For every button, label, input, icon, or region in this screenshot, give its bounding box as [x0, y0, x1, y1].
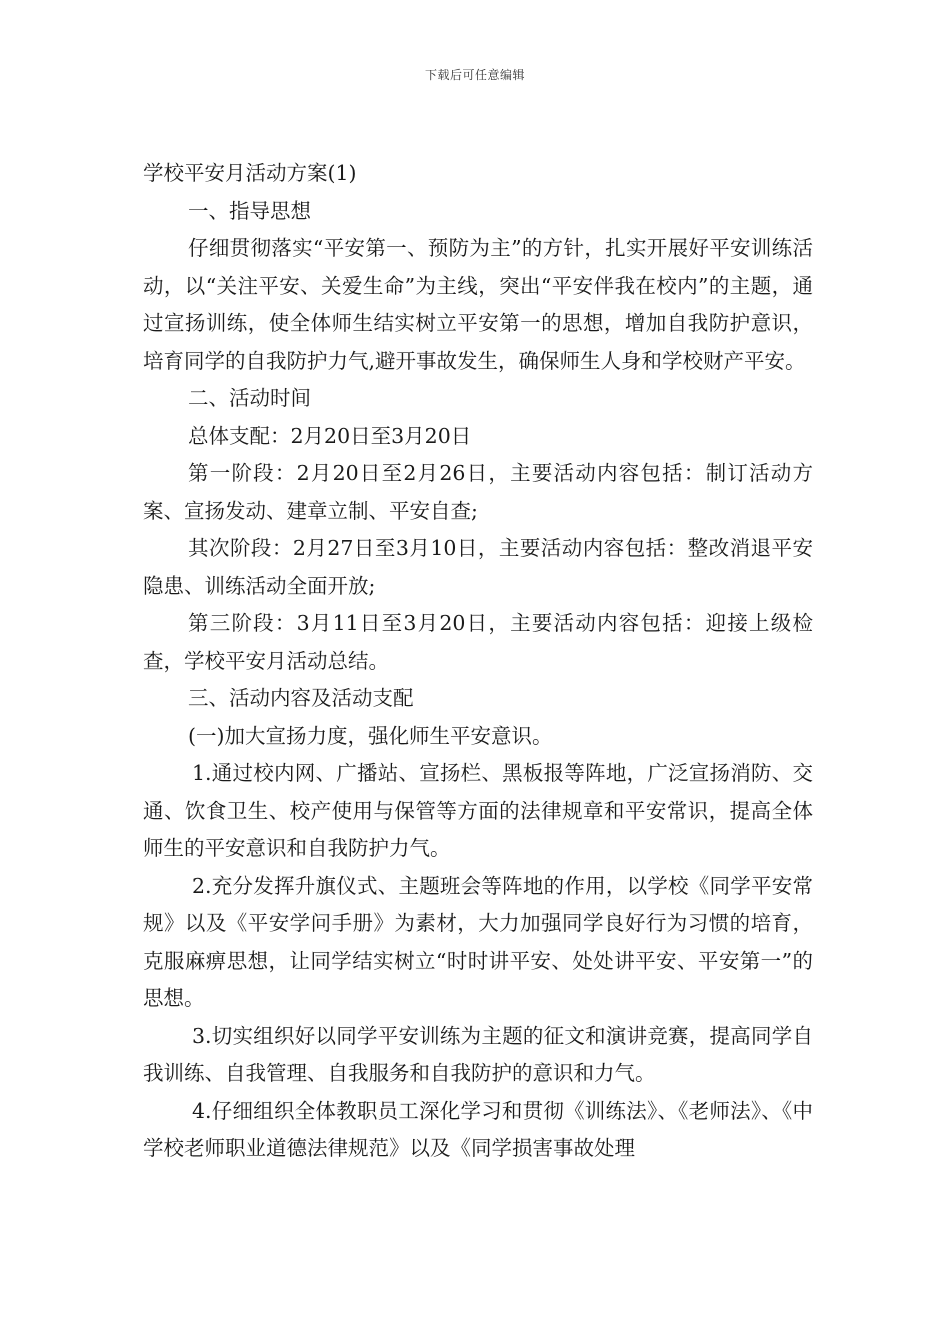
list-item-2: 2.充分发挥升旗仪式、主题班会等阵地的作用，以学校《同学平安常规》以及《平安学问手册》为素材，大力加强同学良好行为习惯的培育，克服麻痹思想，让同学结实树立“时时讲平安、处处讲平安、平安第一”的思想。 [143, 873, 813, 1010]
list-item-3: 3.切实组织好以同学平安训练为主题的征文和演讲竞赛，提高同学自我训练、自我管理、自我服务和自我防护的意识和力气。 [143, 1023, 813, 1085]
section-heading-activity-time: 二、活动时间 [188, 386, 311, 410]
paragraph-overall-schedule: 总体支配：2月20日至3月20日 [188, 423, 472, 448]
list-item-4: 4.仔细组织全体教职员工深化学习和贯彻《训练法》、《老师法》、《中学校老师职业道德法律规范》以及《同学损害事故处理 [143, 1098, 813, 1160]
paragraph-phase-one: 第一阶段：2月20日至2月26日，主要活动内容包括：制订活动方案、宣扬发动、建章立制、平安自查; [143, 461, 813, 523]
paragraph-phase-three: 第三阶段：3月11日至3月20日，主要活动内容包括：迎接上级检查，学校平安月活动总结。 [143, 611, 813, 673]
section-heading-guiding-ideology: 一、指导思想 [188, 198, 311, 223]
paragraph-phase-two: 其次阶段：2月27日至3月10日，主要活动内容包括：整改消退平安隐患、训练活动全面开放; [143, 536, 813, 598]
document-body [143, 155, 813, 1168]
section-heading-activity-content: 三、活动内容及活动支配 [188, 686, 414, 710]
document-title: 学校平安月活动方案(1) [143, 161, 357, 185]
subsection-heading-publicity: (一)加大宣扬力度，强化师生平安意识。 [188, 723, 553, 748]
list-item-1: 1.通过校内网、广播站、宣扬栏、黑板报等阵地，广泛宣扬消防、交通、饮食卫生、校产使用与保管等方面的法律规章和平安常识，提高全体师生的平安意识和自我防护力气。 [143, 761, 813, 860]
header-note: 下载后可任意编辑 [424, 68, 525, 82]
paragraph-guiding-ideology: 仔细贯彻落实“平安第一、预防为主”的方针，扎实开展好平安训练活动，以“关注平安、关爱生命”为主线，突出“平安伴我在校内”的主题，通过宣扬训练，使全体师生结实树立平安第一的思想，增加自我防护意识，培育同学的自我防护力气,避开事故发生，确保师生人身和学校财产平安。 [143, 236, 813, 373]
